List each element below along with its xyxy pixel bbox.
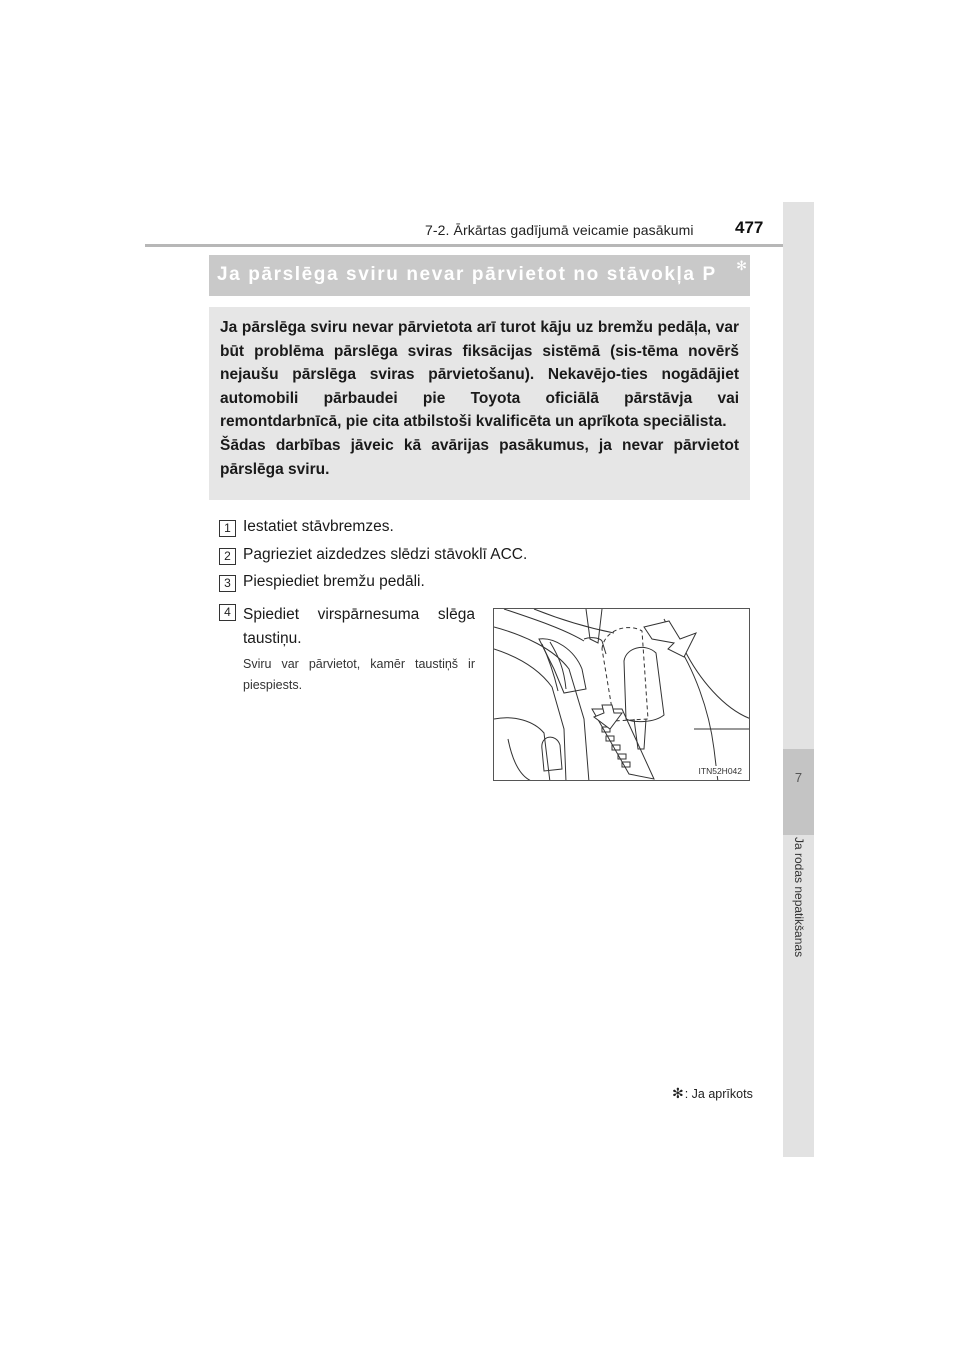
footnote	[672, 1085, 753, 1102]
section-title-bar	[209, 255, 750, 296]
side-tab-chapter-block	[783, 749, 814, 835]
step-note: Sviru var pārvietot, kamēr taustiņš ir piespiests.	[243, 657, 475, 692]
step-number-badge: 4	[219, 604, 236, 621]
asterisk-icon: ✻	[736, 258, 747, 273]
header-section-title: 7-2. Ārkārtas gadījumā veicamie pasākumi	[425, 222, 694, 238]
gear-shift-lever-illustration-icon	[494, 609, 750, 781]
step-number-badge: 3	[219, 575, 236, 592]
side-tab-label-container	[788, 837, 810, 987]
section-title: Ja pārslēga sviru nevar pārvietot no stāvokļa P	[217, 264, 717, 285]
step-number-badge: 1	[219, 520, 236, 537]
step-text: Piespiediet bremžu pedāli.	[243, 573, 425, 590]
page-number: 477	[735, 218, 764, 237]
side-tab-bar	[783, 202, 814, 1157]
step-text: Spiediet virspārnesuma slēga taustiņu.	[243, 606, 475, 647]
side-tab-chapter-title: Ja rodas nepatikšanas	[792, 837, 806, 958]
info-paragraph: Ja pārslēga sviru nevar pārvietota arī turot kāju uz bremžu pedāļa, var būt problēma pārslēga sviras fiksācijas sistēmā (sis-tēma novērš nejaušu pārslēga sviras pārvietošanu). Nekavējo-ties nogādājiet automobili pārbaudei pie Toyota oficiālā pārstāvja vai remontdarbnīcā, pie cita atbilstoši kvalificēta un aprīkota speciālista.	[220, 319, 739, 431]
step-text: Iestatiet stāvbremzes.	[243, 518, 394, 535]
side-tab-chapter-number: 7	[794, 770, 803, 785]
step-text: Pagrieziet aizdedzes slēdzi stāvoklī ACC.	[243, 546, 528, 563]
info-paragraph: Šādas darbības jāveic kā avārijas pasākumus, ja nevar pārvietot pārslēga sviru.	[220, 436, 739, 478]
footnote-text: : Ja aprīkots	[684, 1087, 753, 1101]
info-text	[220, 316, 739, 481]
step-number-badge: 2	[219, 548, 236, 565]
header-divider	[145, 244, 812, 247]
illustration-code: ITN52H042	[698, 766, 742, 776]
gear-shift-illustration	[493, 608, 750, 781]
info-box	[209, 307, 750, 500]
asterisk-icon: ✻	[672, 1085, 684, 1101]
